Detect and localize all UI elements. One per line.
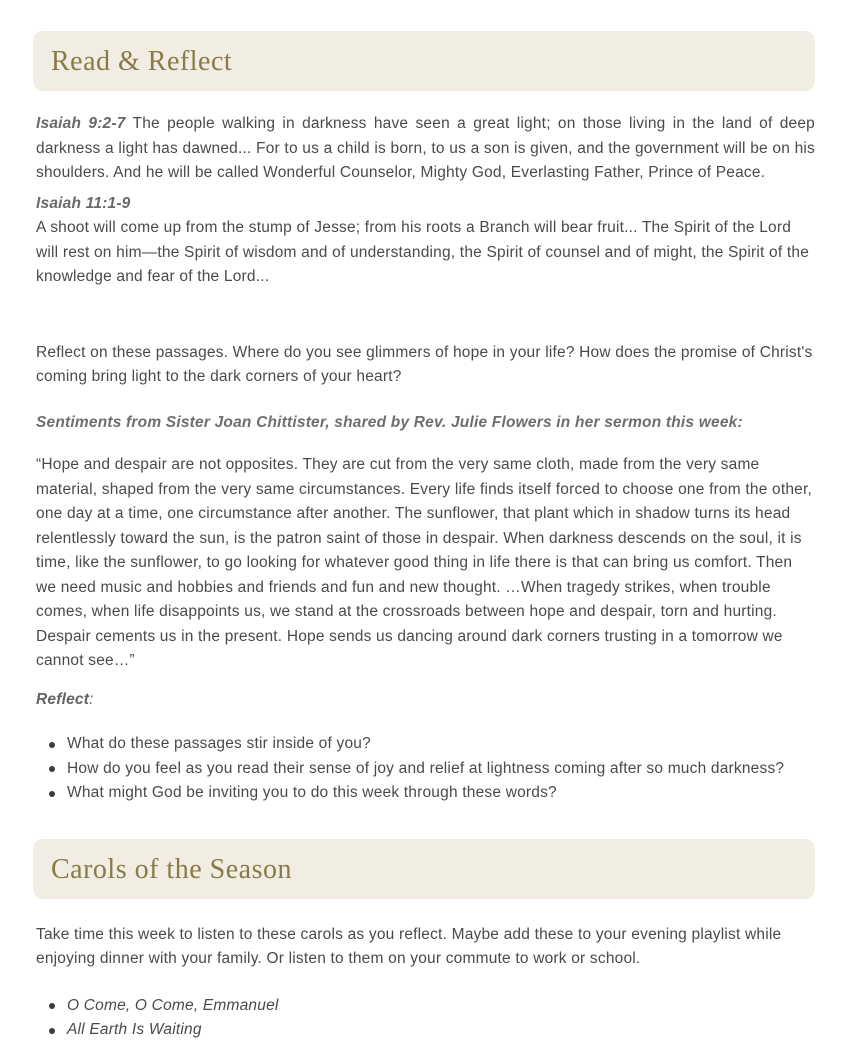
reflection-prompt: Reflect on these passages. Where do you see glimmers of hope in your life? How does the promise of Christ's coming bring light to the dark corners of your heart? (36, 343, 813, 385)
chittister-quote: “Hope and despair are not opposites. They are cut from the very same cloth, made from the very same material, shaped from the very same circumstances. Every life finds itself forced to choose one from the other, one day at a time, one circumstance after another. The sunflower, that plant which in shadow turns its head relentlessly toward the sun, is the patron saint of those in despair. When darkness descends on the soul, it is time, like the sunflower, to go looking for whatever good thing in life there is that can bring us comfort. Then we need music and hobbies and friends and fun and new thought. …When tragedy strikes, when trouble comes, when life disappoints us, we stand at the crossroads between hope and despair, torn and hurting. Despair cements us in the present. Hope sends us dancing around dark corners trusting in a tomorrow we cannot see…” (36, 456, 813, 669)
carol-item (36, 994, 815, 1019)
question-item (36, 757, 815, 782)
carol-title-text: O Come, O Come, Emmanuel (67, 996, 279, 1014)
scripture-text-isaiah-9: The people walking in darkness have seen a great light; on those living in the land of deep darkness a light has dawned... For to us a child is born, to us a son is given, and the government will be on his shoulders. And he will be called Wonderful Counselor, Mighty God, Everlasting Father, Prince of Peace. (36, 115, 816, 181)
sentiments-heading: Sentiments from Sister Joan Chittister, shared by Rev. Julie Flowers in her sermon this week: (36, 413, 743, 431)
bullet-icon (49, 1003, 55, 1009)
read-reflect-title: Read & Reflect (51, 46, 233, 77)
scripture-reference-isaiah-9: Isaiah 9:2-7 (36, 115, 126, 132)
scripture-reference-isaiah-11: Isaiah 11:1-9 (36, 194, 131, 212)
bullet-icon (49, 1028, 55, 1034)
read-reflect-body (33, 112, 815, 806)
carols-body (33, 923, 815, 1043)
question-item (36, 781, 815, 806)
carol-item (36, 1018, 815, 1043)
reflect-label: Reflect (36, 690, 90, 708)
reflect-label-line (36, 688, 815, 713)
bullet-icon (49, 742, 55, 748)
reflect-label-colon: : (89, 690, 94, 708)
question-item (36, 732, 815, 757)
scripture-paragraph-isaiah-9 (36, 112, 815, 186)
bullet-icon (49, 791, 55, 797)
scripture-paragraph-isaiah-11: A shoot will come up from the stump of Jesse; from his roots a Branch will bear fruit... The Spirit of the Lord will rest on him—the Spirit of wisdom and of understanding, the Spirit of counsel and of might, the Spirit of the knowledge and fear of the Lord... (36, 219, 810, 285)
reflection-questions-list (36, 732, 815, 806)
carols-title: Carols of the Season (51, 853, 292, 885)
carols-intro: Take time this week to listen to these carols as you reflect. Maybe add these to your evening playlist while enjoying dinner with your family. Or listen to them on your commute to work or school. (36, 925, 782, 967)
carol-title-text: All Earth Is Waiting (67, 1021, 202, 1038)
carols-banner (33, 839, 815, 899)
question-text: What do these passages stir inside of you? (67, 735, 371, 752)
read-reflect-banner (33, 31, 815, 91)
carols-list (36, 994, 815, 1043)
scripture-reference-line-isaiah-11 (36, 192, 815, 217)
bullet-icon (49, 766, 55, 772)
question-text: How do you feel as you read their sense of joy and relief at lightness coming after so much darkness? (67, 759, 785, 777)
question-text: What might God be inviting you to do this week through these words? (67, 784, 557, 801)
